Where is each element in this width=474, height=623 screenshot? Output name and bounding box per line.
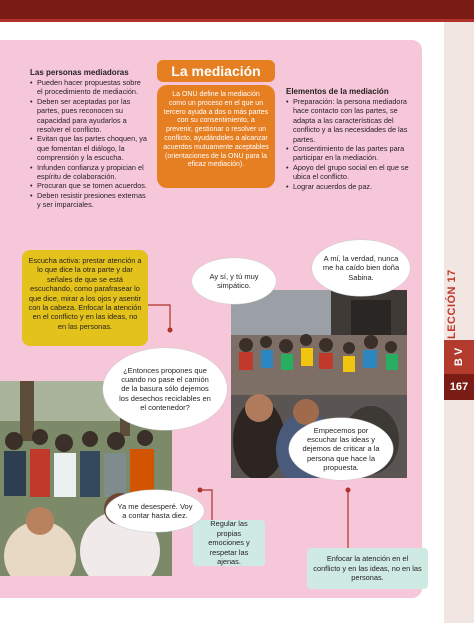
- list-item: • Deben ser aceptadas por las partes, pues reconocen su capacidad para ayudarlos a resolver el conflicto.: [30, 97, 148, 135]
- mediation-definition: La ONU define la mediación como un proceso en el que un tercero ayuda a dos o más partes con su consentimiento, a prevenir, gestionar o resolver un conflicto, ayudándoles a alcanzar acuerdos mutuamente aceptables (orientaciones de la ONU para la eficaz mediación).: [157, 85, 275, 188]
- list-item: • Pueden hacer propuestas sobre el procedimiento de mediación.: [30, 78, 148, 97]
- speech-bubble: Ya me desesperé. Voy a contar hasta diez.: [106, 490, 204, 532]
- list-item: • Preparación: la persona mediadora hace contacto con las partes, se adapta a las características del conflicto y a las necesidades de las partes.: [286, 97, 410, 144]
- block-tab: [444, 340, 474, 374]
- focus-on-ideas-note: Enfocar la atención en el conflicto y en las ideas, no en las personas.: [307, 548, 428, 589]
- speech-bubble: A mí, la verdad, nunca me ha caído bien doña Sabina.: [312, 240, 410, 296]
- mediation-title: La mediación: [157, 60, 275, 82]
- speech-bubble: ¿Entonces propones que cuando no pase el camión de la basura sólo dejemos los desechos reciclables en el contenedor?: [103, 348, 227, 430]
- lesson-label: LECCIÓN 17: [446, 269, 458, 339]
- top-bar: [0, 0, 474, 22]
- elements-list: [286, 97, 410, 191]
- list-item: • Evitan que las partes choquen, ya que fomentan el diálogo, la comprensión y la escucha.: [30, 134, 148, 162]
- list-item: • Procuran que se tomen acuerdos.: [30, 181, 148, 190]
- page-number: 167: [444, 374, 474, 400]
- mediators-list: [30, 78, 148, 210]
- list-item: • Apoyo del grupo social en el que se ubica el conflicto.: [286, 163, 410, 182]
- block-label: B V: [453, 347, 465, 367]
- active-listening-note: Escucha activa: prestar atención a lo que dice la otra parte y dar señales de que se está escuchando, como parafrasear lo que dice, mirar a los ojos y asentir con la cabeza. Enfocar la atención en el conflicto y en las ideas, no en las personas.: [22, 250, 148, 346]
- speech-bubble: Empecemos por escuchar las ideas y dejemos de criticar a la persona que hace la propuesta.: [289, 418, 393, 480]
- elements-title: Elementos de la mediación: [286, 87, 389, 96]
- top-bar-stripe: [0, 19, 474, 22]
- list-item: • Lograr acuerdos de paz.: [286, 182, 410, 191]
- regulate-emotions-note: Regular las propias emociones y respetar las ajenas.: [193, 520, 265, 566]
- speech-bubble: Ay sí, y tú muy simpático.: [192, 258, 276, 304]
- mediators-title: Las personas mediadoras: [30, 68, 129, 77]
- list-item: • Infunden confianza y propician el espíritu de colaboración.: [30, 163, 148, 182]
- list-item: • Deben resistir presiones externas y ser imparciales.: [30, 191, 148, 210]
- list-item: • Consentimiento de las partes para participar en la mediación.: [286, 144, 410, 163]
